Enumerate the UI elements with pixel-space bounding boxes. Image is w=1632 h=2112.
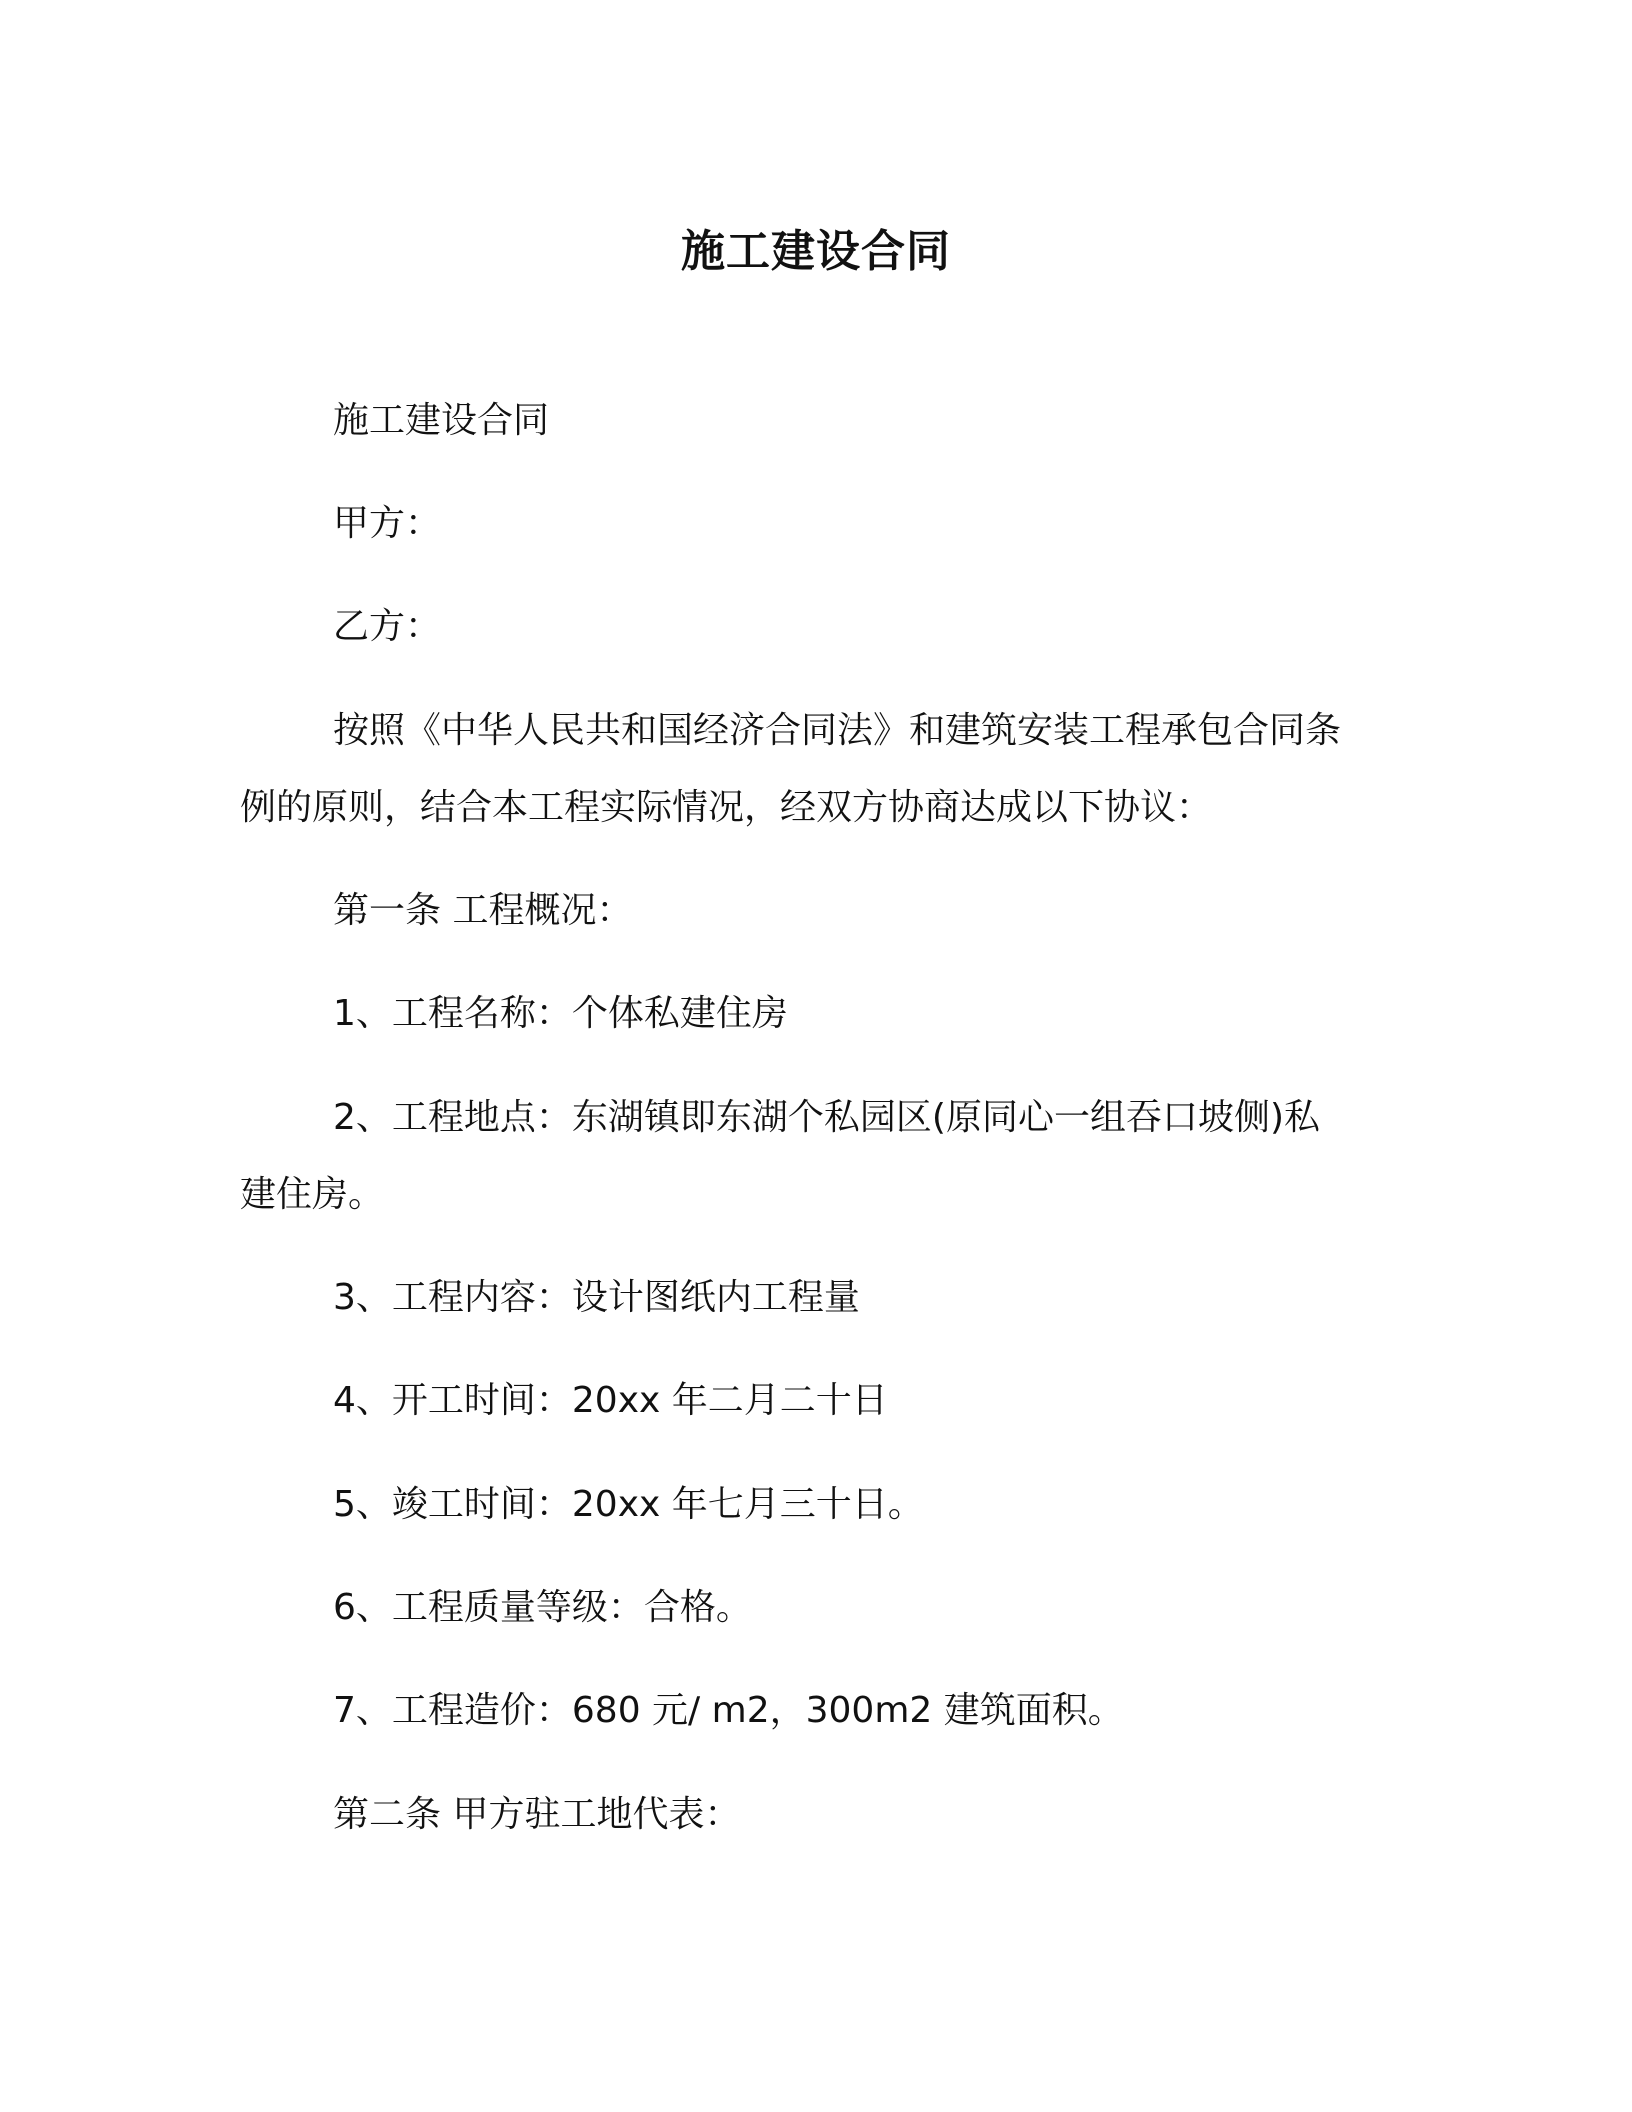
item-4-start-date: 4、开工时间：20xx 年二月二十日	[333, 1380, 888, 1421]
party-a-line: 甲方：	[333, 503, 442, 544]
article-2-heading: 第二条 甲方驻工地代表：	[333, 1794, 741, 1835]
preamble-line-2: 例的原则，结合本工程实际情况，经双方协商达成以下协议：	[240, 787, 1213, 828]
item-7-cost: 7、工程造价：680 元/ m2，300m2 建筑面积。	[333, 1690, 1124, 1731]
preamble-line-1: 按照《中华人民共和国经济合同法》和建筑安装工程承包合同条	[333, 710, 1342, 751]
subtitle-line: 施工建设合同	[333, 400, 550, 441]
item-2-location-line-1: 2、工程地点：东湖镇即东湖个私园区(原同心一组吞口坡侧)私	[333, 1097, 1320, 1138]
item-2-location-line-2: 建住房。	[240, 1174, 385, 1215]
item-3-content: 3、工程内容：设计图纸内工程量	[333, 1277, 860, 1318]
party-b-line: 乙方：	[333, 606, 442, 647]
document-title: 施工建设合同	[681, 226, 951, 277]
item-1-project-name: 1、工程名称：个体私建住房	[333, 993, 788, 1034]
item-5-completion-date: 5、竣工时间：20xx 年七月三十日。	[333, 1484, 924, 1525]
article-1-heading: 第一条 工程概况：	[333, 890, 633, 931]
item-6-quality-grade: 6、工程质量等级：合格。	[333, 1587, 752, 1628]
